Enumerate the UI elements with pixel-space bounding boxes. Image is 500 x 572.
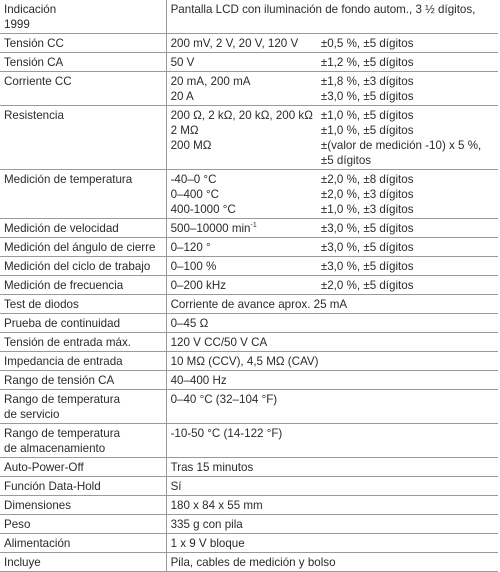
spec-label: [0, 106, 166, 170]
spec-tolerance: [317, 106, 498, 170]
spec-label: [0, 333, 166, 352]
spec-range: [166, 257, 317, 276]
spec-value: [166, 352, 498, 371]
spec-value: [166, 295, 498, 314]
spec-tolerance: [317, 72, 498, 106]
spec-tolerance-line: ±3,0 %, ±5 dígitos: [320, 241, 414, 254]
spec-label-line: Rango de temperatura: [4, 393, 121, 406]
spec-range-line: 0–120 °: [170, 241, 211, 254]
spec-value-line: Tras 15 minutos: [170, 461, 254, 474]
spec-row: [0, 53, 498, 72]
spec-tolerance-line: ±2,0 %, ±5 dígitos: [320, 279, 414, 292]
spec-label-line: Rango de tensión CA: [4, 374, 115, 387]
spec-row: [0, 515, 498, 534]
spec-row: [0, 477, 498, 496]
spec-tolerance: [317, 238, 498, 257]
spec-label-line: Resistencia: [4, 109, 64, 122]
spec-row: [0, 333, 498, 352]
spec-row: [0, 295, 498, 314]
spec-value-line: Pantalla LCD con iluminación de fondo autom., 3 ½ dígitos,: [170, 3, 476, 16]
spec-row: [0, 106, 498, 170]
spec-label: [0, 0, 166, 34]
spec-value-line: Corriente de avance aprox. 25 mA: [170, 298, 348, 311]
spec-row: [0, 352, 498, 371]
spec-label: [0, 477, 166, 496]
spec-label: [0, 276, 166, 295]
spec-label-line: Test de diodos: [4, 298, 79, 311]
spec-value-line: 120 V CC/50 V CA: [170, 336, 268, 349]
spec-range-line: 0–100 %: [170, 260, 217, 273]
spec-range-line: 2 MΩ: [170, 124, 199, 137]
spec-value-line: 1 x 9 V bloque: [170, 537, 245, 550]
spec-label-line: Medición de velocidad: [4, 222, 119, 235]
spec-label-line: Tensión de entrada máx.: [4, 336, 131, 349]
spec-label: [0, 295, 166, 314]
spec-range: [166, 53, 317, 72]
spec-range-line: 0–400 °C: [170, 188, 220, 201]
spec-tolerance-line: ±2,0 %, ±3 dígitos: [320, 188, 414, 201]
spec-row: [0, 276, 498, 295]
spec-tolerance-line: ±3,0 %, ±5 dígitos: [320, 260, 414, 273]
spec-value: [166, 0, 498, 34]
spec-row: [0, 458, 498, 477]
spec-label-line: Alimentación: [4, 537, 71, 550]
spec-label-line: Rango de temperatura: [4, 427, 121, 440]
spec-tolerance-line: ±1,0 %, ±5 dígitos: [320, 109, 414, 122]
spec-range: [166, 170, 317, 219]
spec-row: [0, 496, 498, 515]
spec-tolerance: [317, 34, 498, 53]
spec-tolerance-line: ±1,0 %, ±3 dígitos: [320, 203, 414, 216]
spec-label: [0, 458, 166, 477]
spec-row: [0, 371, 498, 390]
spec-range-line: 0–200 kHz: [170, 279, 226, 292]
spec-row: [0, 170, 498, 219]
spec-tolerance-line: ±1,2 %, ±5 dígitos: [320, 56, 414, 69]
spec-label-line: Dimensiones: [4, 499, 72, 512]
spec-row: [0, 553, 498, 572]
spec-range: [166, 72, 317, 106]
spec-value: [166, 496, 498, 515]
spec-range: [166, 106, 317, 170]
spec-value-line: 0–40 °C (32–104 °F): [170, 393, 278, 406]
spec-label: [0, 390, 166, 424]
spec-row: [0, 0, 498, 34]
spec-label-line: Indicación: [4, 3, 57, 16]
spec-range-line: 20 A: [170, 90, 194, 103]
spec-label-line: Tensión CC: [4, 37, 64, 50]
spec-value-line: 180 x 84 x 55 mm: [170, 499, 263, 512]
spec-row: [0, 424, 498, 458]
spec-range: [166, 276, 317, 295]
spec-label: [0, 553, 166, 572]
spec-range-line: 200 MΩ: [170, 139, 212, 152]
spec-label-line: Auto-Power-Off: [4, 461, 84, 474]
spec-label-line: Incluye: [4, 556, 41, 569]
spec-row: [0, 219, 498, 238]
spec-range: [166, 238, 317, 257]
spec-value: [166, 390, 498, 424]
spec-tolerance-line: ±3,0 %, ±5 dígitos: [320, 90, 414, 103]
spec-label-line: Tensión CA: [4, 56, 64, 69]
spec-tolerance-line: ±2,0 %, ±8 dígitos: [320, 173, 414, 186]
spec-label-line: Impedancia de entrada: [4, 355, 123, 368]
spec-range-line: 400-1000 °C: [170, 203, 236, 216]
spec-value-line: 10 MΩ (CCV), 4,5 MΩ (CAV): [170, 355, 319, 368]
spec-label: [0, 34, 166, 53]
spec-value: [166, 477, 498, 496]
spec-value-line: Sí: [170, 480, 182, 493]
spec-row: [0, 257, 498, 276]
spec-tolerance-line: ±(valor de medición -10) x 5 %,: [320, 139, 482, 152]
spec-range-line: 500–10000 $\min^{-1}$: [170, 222, 257, 235]
spec-value-line: 0–45 Ω: [170, 317, 209, 330]
spec-tolerance: [317, 219, 498, 238]
spec-tolerance-line: ±1,0 %, ±5 dígitos: [320, 124, 414, 137]
spec-label-line: de almacenamiento: [4, 442, 106, 455]
spec-range-line: -40–0 °C: [170, 173, 217, 186]
spec-range-superscript: -1: [250, 222, 257, 230]
spec-label: [0, 219, 166, 238]
spec-label-line: 1999: [4, 18, 30, 31]
spec-label: [0, 424, 166, 458]
spec-label: [0, 371, 166, 390]
spec-range-line: 20 mA, 200 mA: [170, 75, 251, 88]
spec-label-line: Medición de frecuencia: [4, 279, 124, 292]
spec-range: [166, 34, 317, 53]
spec-value-line: 335 g con pila: [170, 518, 243, 531]
spec-row: [0, 238, 498, 257]
spec-row: [0, 72, 498, 106]
spec-tolerance-line: ±1,8 %, ±3 dígitos: [320, 75, 414, 88]
spec-label: [0, 314, 166, 333]
spec-label-line: Medición del ángulo de cierre: [4, 241, 156, 254]
spec-label: [0, 238, 166, 257]
spec-label: [0, 53, 166, 72]
spec-label-line: Medición de temperatura: [4, 173, 133, 186]
spec-label-line: Peso: [4, 518, 31, 531]
spec-value: [166, 371, 498, 390]
spec-row: [0, 390, 498, 424]
spec-label: [0, 72, 166, 106]
spec-tolerance: [317, 53, 498, 72]
spec-value: [166, 553, 498, 572]
spec-value-line: -10-50 °C (14-122 °F): [170, 427, 283, 440]
spec-row: [0, 34, 498, 53]
spec-value-line: Pila, cables de medición y bolso: [170, 556, 336, 569]
spec-label-line: Prueba de continuidad: [4, 317, 121, 330]
spec-value: [166, 515, 498, 534]
spec-value: [166, 333, 498, 352]
spec-value: [166, 458, 498, 477]
spec-label: [0, 170, 166, 219]
spec-value-line: 40–400 Hz: [170, 374, 227, 387]
spec-range-line: 50 V: [170, 56, 195, 69]
spec-tolerance: [317, 276, 498, 295]
spec-label-line: Corriente CC: [4, 75, 72, 88]
spec-label: [0, 257, 166, 276]
spec-row: [0, 314, 498, 333]
spec-range-line: 200 Ω, 2 kΩ, 20 kΩ, 200 kΩ: [170, 109, 313, 122]
spec-label: [0, 496, 166, 515]
spec-value: [166, 314, 498, 333]
spec-range: [166, 219, 317, 238]
spec-range-line: 200 mV, 2 V, 20 V, 120 V: [170, 37, 299, 50]
spec-label-line: Función Data-Hold: [4, 480, 101, 493]
spec-label: [0, 515, 166, 534]
spec-tolerance-line: ±0,5 %, ±5 dígitos: [320, 37, 414, 50]
spec-tolerance-line: ±3,0 %, ±5 dígitos: [320, 222, 414, 235]
spec-label-line: de servicio: [4, 408, 60, 421]
spec-tolerance-line: ±5 dígitos: [320, 154, 372, 167]
spec-tolerance: [317, 257, 498, 276]
spec-value: [166, 424, 498, 458]
spec-label-line: Medición del ciclo de trabajo: [4, 260, 151, 273]
spec-label: [0, 352, 166, 371]
spec-tolerance: [317, 170, 498, 219]
